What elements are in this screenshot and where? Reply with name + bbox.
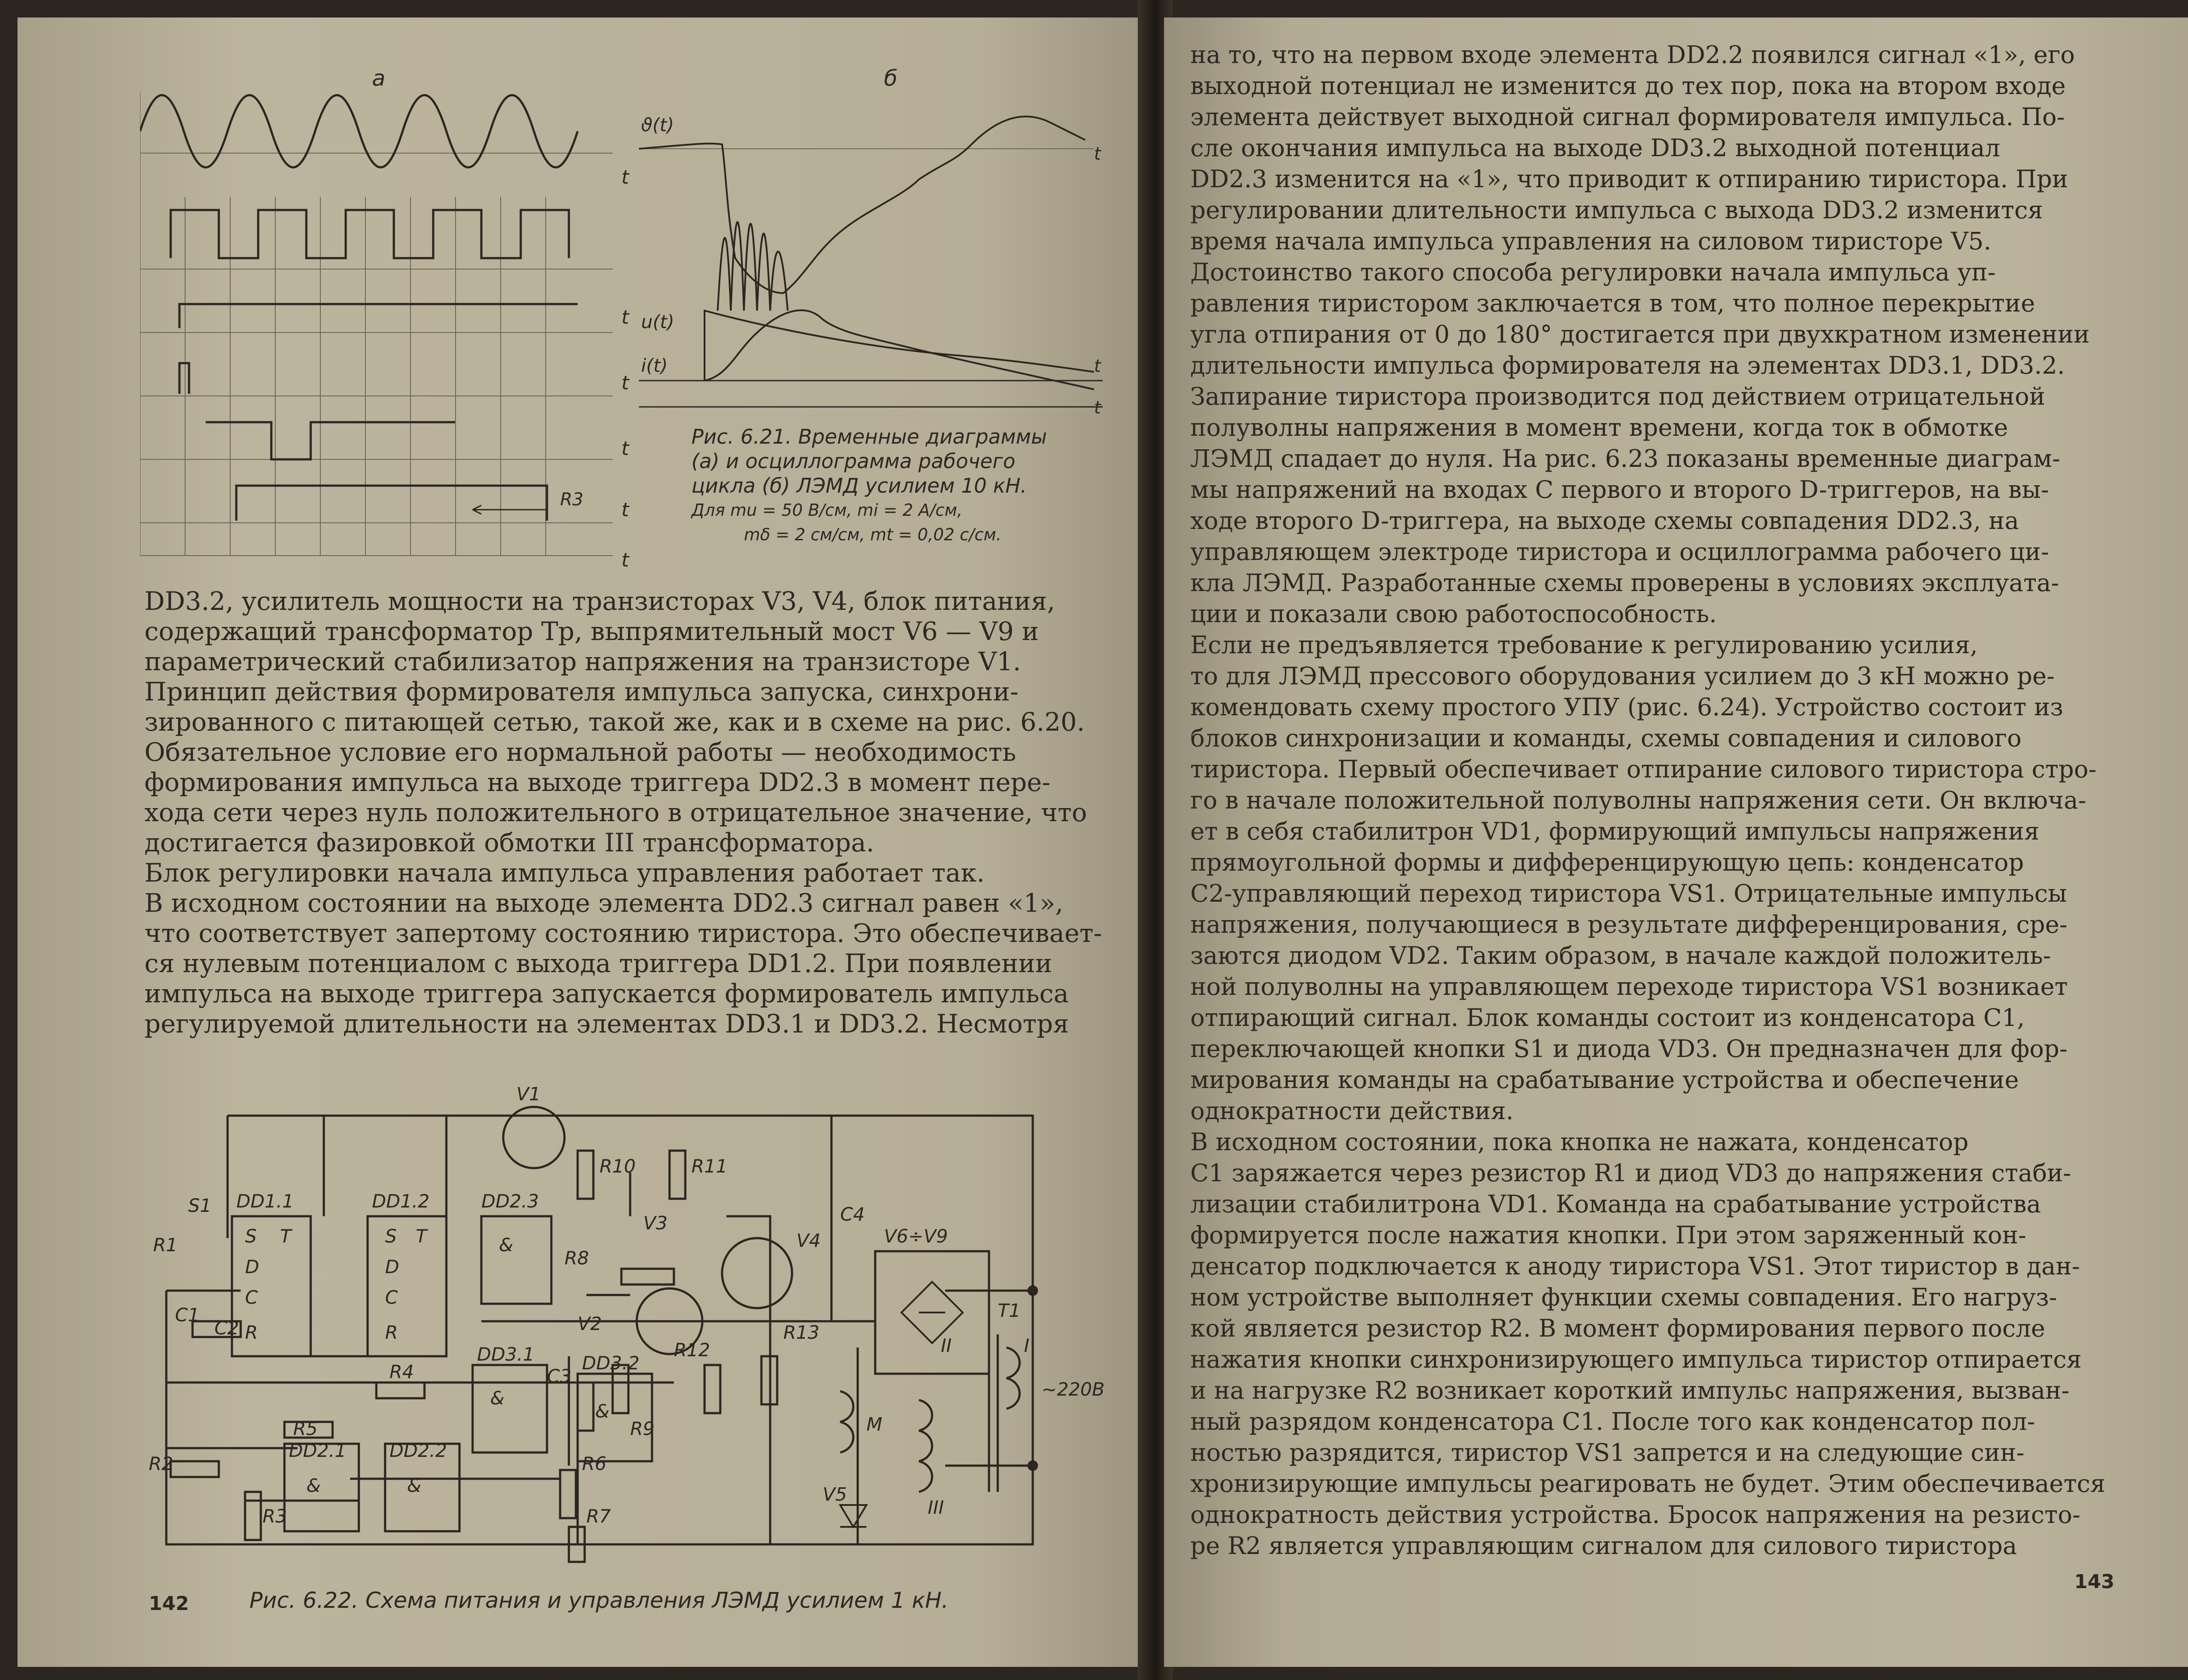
label-v1: V1 bbox=[516, 1085, 541, 1105]
text-line: Обязательное условие его нормальной работы — необходимость bbox=[144, 737, 1017, 767]
text-line: и на нагрузке R2 возникает короткий импульс напряжения, вызван- bbox=[1190, 1376, 2070, 1404]
label-r8: R8 bbox=[565, 1247, 589, 1269]
label-r4: R4 bbox=[389, 1361, 414, 1382]
pulse-waveform bbox=[179, 363, 189, 394]
label-r6: R6 bbox=[582, 1453, 607, 1474]
label-dd1-1: DD1.1 bbox=[236, 1190, 294, 1212]
label-r10: R10 bbox=[600, 1155, 636, 1177]
text-line: ном устройстве выполняет функции схемы совпадения. Его нагруз- bbox=[1190, 1283, 2057, 1311]
text-line: ся нулевым потенциалом с выхода триггера DD1.2. При появлении bbox=[144, 948, 1052, 978]
text-line: регулировании длительности импульса с выхода DD3.2 изменится bbox=[1190, 196, 2043, 224]
text-line: Принцип действия формирователя импульса запуска, синхрони- bbox=[144, 677, 1019, 707]
text-line: лизации стабилитрона VD1. Команда на срабатывание устройства bbox=[1190, 1190, 2041, 1218]
text-line: элемента действует выходной сигнал формирователя импульса. По- bbox=[1190, 103, 2065, 131]
label-d-pin-2: D bbox=[385, 1256, 400, 1278]
label-dd2-3: DD2.3 bbox=[481, 1190, 539, 1212]
circuit-schematic bbox=[140, 1085, 1125, 1579]
step-waveform bbox=[179, 304, 578, 328]
label-dd1-2: DD1.2 bbox=[372, 1190, 430, 1212]
text-line: Запирание тиристора производится под действием отрицательной bbox=[1190, 382, 2045, 410]
text-line: комендовать схему простого УПУ (рис. 6.24). Устройство состоит из bbox=[1190, 693, 2063, 721]
text-line: ЛЭМД спадает до нуля. На рис. 6.23 показаны временные диаграм- bbox=[1190, 444, 2061, 472]
axis-t-2: t bbox=[621, 306, 629, 329]
label-v2: V2 bbox=[578, 1313, 602, 1334]
label-and-4: & bbox=[306, 1475, 321, 1496]
text-line: достигается фазировкой обмотки III трансформатора. bbox=[144, 828, 874, 858]
dd1-2-block bbox=[368, 1216, 446, 1356]
transistor-v4-icon bbox=[722, 1238, 792, 1308]
right-body-text bbox=[1190, 39, 2175, 1561]
label-r3: R3 bbox=[263, 1505, 287, 1527]
text-line: выходной потенциал не изменится до тех пор, пока на втором входе bbox=[1190, 72, 2066, 100]
label-dd2-2: DD2.2 bbox=[389, 1440, 447, 1461]
text-line: денсатор подключается к аноду тиристора VS1. Этот тиристор в дан- bbox=[1190, 1252, 2080, 1280]
fig-6-22-caption: Рис. 6.22. Схема питания и управления ЛЭМД усилием 1 кН. bbox=[249, 1588, 949, 1613]
terminal-bottom bbox=[1027, 1460, 1038, 1471]
delay-label: R3 bbox=[560, 490, 584, 510]
terminal-top bbox=[1027, 1285, 1038, 1296]
text-line: кла ЛЭМД. Разработанные схемы проверены в условиях эксплуата- bbox=[1190, 569, 2059, 597]
right-page bbox=[1164, 18, 2188, 1667]
text-line: мирования команды на срабатывание устройства и обеспечение bbox=[1190, 1066, 2019, 1094]
label-t-pin-2: T bbox=[416, 1225, 427, 1247]
text-line: на то, что на первом входе элемента DD2.2 появился сигнал «1», его bbox=[1190, 41, 2075, 69]
label-r1: R1 bbox=[153, 1234, 178, 1256]
label-r12: R12 bbox=[674, 1339, 710, 1361]
label-and-3: & bbox=[595, 1400, 610, 1422]
label-t-pin: T bbox=[280, 1225, 291, 1247]
text-line: ции и показали свою работоспособность. bbox=[1190, 600, 1717, 628]
label-s1: S1 bbox=[188, 1195, 212, 1216]
text-line: что соответствует запертому состоянию тиристора. Это обеспечивает- bbox=[144, 918, 1102, 948]
label-c4: C4 bbox=[840, 1204, 865, 1225]
label-winding-iii: III bbox=[928, 1497, 944, 1518]
label-r7: R7 bbox=[586, 1505, 611, 1527]
label-r2: R2 bbox=[149, 1453, 173, 1474]
u-label: u(t) bbox=[641, 311, 674, 332]
current-oscillation bbox=[718, 222, 788, 311]
text-line: однократности действия. bbox=[1190, 1097, 1514, 1125]
text-line: ходе второго D-триггера, на выходе схемы совпадения DD2.3, на bbox=[1190, 507, 2019, 535]
panel-label-a: а bbox=[372, 66, 386, 91]
text-line: ре R2 является управляющим сигналом для силового тиристора bbox=[1190, 1532, 2017, 1560]
text-line: однократность действия устройства. Бросок напряжения на резисто- bbox=[1190, 1501, 2081, 1529]
motor-coil bbox=[840, 1334, 1020, 1492]
timing-diagrams bbox=[140, 66, 648, 569]
text-line: формирования импульса на выходе триггера DD2.3 в момент пере- bbox=[144, 767, 1051, 797]
dd2-3-block bbox=[481, 1216, 551, 1304]
text-line: ный разрядом конденсатора С1. После того как конденсатор пол- bbox=[1190, 1407, 2035, 1435]
axis-t-6: t bbox=[621, 549, 629, 569]
label-c2: C2 bbox=[214, 1317, 239, 1339]
label-v6-v9: V6÷V9 bbox=[884, 1225, 948, 1247]
caption-line: mδ = 2 см/см, mt = 0,02 с/см. bbox=[744, 525, 1002, 544]
label-v4: V4 bbox=[796, 1230, 821, 1251]
text-line: ной полуволны на управляющем переходе тиристора VS1 возникает bbox=[1190, 973, 2068, 1001]
gate-waveform bbox=[206, 422, 455, 459]
axis-t-4: t bbox=[621, 438, 629, 460]
osc-axis-t-3: t bbox=[1094, 398, 1101, 416]
dd3-1-block bbox=[473, 1365, 547, 1452]
label-r-pin-2: R bbox=[385, 1322, 398, 1343]
label-t1: T1 bbox=[998, 1300, 1021, 1321]
text-line: С2-управляющий переход тиристора VS1. Отрицательные импульсы bbox=[1190, 879, 2067, 907]
caption-line: цикла (б) ЛЭМД усилием 10 кН. bbox=[691, 474, 1027, 497]
text-line: переключающей кнопки S1 и диода VD3. Он предназначен для фор- bbox=[1190, 1035, 2068, 1063]
axis-t-3: t bbox=[621, 372, 629, 394]
left-page bbox=[18, 18, 1147, 1667]
text-line: хода сети через нуль положительного в отрицательное значение, что bbox=[144, 798, 1087, 827]
text-line: заются диодом VD2. Таким образом, в начале каждой положитель- bbox=[1190, 942, 2051, 970]
label-dd3-2: DD3.2 bbox=[582, 1352, 640, 1374]
sine-waveform bbox=[140, 95, 578, 168]
text-line: напряжения, получающиеся в результате дифференцирования, сре- bbox=[1190, 910, 2068, 938]
text-line: прямоугольной формы и дифференцирующую цепь: конденсатор bbox=[1190, 848, 2024, 876]
text-line: хронизирующие импульсы реагировать не будет. Этим обеспечивается bbox=[1190, 1470, 2106, 1498]
label-c1: C1 bbox=[175, 1304, 200, 1326]
label-mains: ~220В bbox=[1041, 1379, 1105, 1400]
text-line: отпирающий сигнал. Блок команды состоит из конденсатора С1, bbox=[1190, 1004, 2025, 1032]
oscillogram bbox=[639, 66, 1129, 416]
text-line: импульса на выходе триггера запускается формирователь импульса bbox=[144, 979, 1069, 1008]
text-line: время начала импульса управления на силовом тиристоре V5. bbox=[1190, 227, 1992, 255]
label-winding-ii: II bbox=[941, 1335, 952, 1356]
text-line: длительности импульса формирователя на элементах DD3.1, DD3.2. bbox=[1190, 351, 2065, 379]
text-line: блоков синхронизации и команды, схемы совпадения и силового bbox=[1190, 724, 2022, 752]
text-line: тиристора. Первый обеспечивает отпирание силового тиристора стро- bbox=[1190, 755, 2097, 783]
text-line: го в начале положительной полуволны напряжения сети. Он включа- bbox=[1190, 786, 2086, 814]
label-s-pin-2: S bbox=[385, 1225, 397, 1247]
axis-t-1: t bbox=[621, 166, 629, 189]
label-d-pin: D bbox=[245, 1256, 259, 1278]
text-line: С1 заряжается через резистор R1 и диод VD3 до напряжения стаби- bbox=[1190, 1159, 2071, 1187]
text-line: зированного с питающей сетью, такой же, как и в схеме на рис. 6.20. bbox=[144, 707, 1085, 737]
caption-line: Для mu = 50 В/см, mi = 2 А/см, bbox=[691, 500, 963, 520]
label-c-pin-2: C bbox=[385, 1287, 398, 1308]
label-motor: M bbox=[866, 1414, 883, 1435]
theta-trace bbox=[639, 116, 1085, 293]
text-line: ностью разрядится, тиристор VS1 запрется и на следующие син- bbox=[1190, 1438, 2025, 1466]
text-line: сле окончания импульса на выходе DD3.2 выходной потенциал bbox=[1190, 134, 2000, 162]
i-label: i(t) bbox=[641, 355, 668, 376]
thyristor-v5-icon bbox=[840, 1505, 866, 1527]
label-v5: V5 bbox=[823, 1484, 847, 1505]
panel-label-b: б bbox=[884, 66, 898, 91]
left-body-text bbox=[144, 586, 1112, 1039]
dd1-1-block bbox=[232, 1216, 311, 1356]
text-line: кой является резистор R2. В момент формирования первого после bbox=[1190, 1314, 2045, 1342]
caption-line: (а) и осциллограмма рабочего bbox=[691, 449, 1016, 473]
text-line: управляющем электроде тиристора и осциллограмма рабочего ци- bbox=[1190, 538, 2049, 566]
text-line: В исходном состоянии, пока кнопка не нажата, конденсатор bbox=[1190, 1128, 1969, 1156]
text-line: формируется после нажатия кнопки. При этом заряженный кон- bbox=[1190, 1221, 2027, 1249]
text-line: содержащий трансформатор Тр, выпрямительный мост V6 — V9 и bbox=[144, 616, 1039, 646]
label-dd3-1: DD3.1 bbox=[477, 1344, 535, 1365]
dd3-2-block bbox=[578, 1374, 652, 1461]
text-line: параметрический стабилизатор напряжения на транзисторе V1. bbox=[144, 647, 1021, 676]
label-c3: C3 bbox=[547, 1365, 572, 1387]
text-line: мы напряжений на входах С первого и второго D-триггеров, на вы- bbox=[1190, 476, 2049, 504]
label-r-pin: R bbox=[245, 1322, 258, 1343]
text-line: равления тиристором заключается в том, что полное перекрытие bbox=[1190, 289, 2035, 317]
text-line: полуволны напряжения в момент времени, когда ток в обмотке bbox=[1190, 413, 2008, 441]
text-line: ет в себя стабилитрон VD1, формирующий импульсы напряжения bbox=[1190, 817, 2040, 845]
delay-arrow bbox=[473, 505, 547, 514]
page-number-right: 143 bbox=[2074, 1571, 2114, 1593]
caption-line: Рис. 6.21. Временные диаграммы bbox=[691, 425, 1047, 448]
osc-axis-t-2: t bbox=[1094, 356, 1101, 376]
label-and-1: & bbox=[499, 1234, 513, 1256]
theta-label: ϑ(t) bbox=[641, 114, 674, 136]
label-r13: R13 bbox=[783, 1322, 820, 1343]
fig-6-21-caption bbox=[691, 424, 1138, 547]
label-r11: R11 bbox=[691, 1155, 728, 1177]
text-line: регулируемой длительности на элементах DD3.1 и DD3.2. Несмотря bbox=[144, 1009, 1069, 1039]
label-s-pin: S bbox=[245, 1225, 257, 1247]
label-r9: R9 bbox=[630, 1418, 655, 1439]
label-and-2: & bbox=[490, 1387, 505, 1409]
label-r5: R5 bbox=[293, 1418, 318, 1439]
label-v3: V3 bbox=[643, 1212, 668, 1234]
label-dd2-1: DD2.1 bbox=[289, 1440, 347, 1461]
text-line: то для ЛЭМД прессового оборудования усилием до 3 кН можно ре- bbox=[1190, 662, 2055, 690]
text-line: угла отпирания от 0 до 180° достигается при двухкратном изменении bbox=[1190, 320, 2090, 348]
text-line: Если не предъявляется требование к регулированию усилия, bbox=[1190, 631, 1978, 659]
label-c-pin: C bbox=[245, 1287, 258, 1308]
label-and-5: & bbox=[407, 1475, 421, 1496]
text-line: нажатия кнопки синхронизирующего импульса тиристор отпирается bbox=[1190, 1345, 2082, 1373]
text-line: DD2.3 изменится на «1», что приводит к отпиранию тиристора. При bbox=[1190, 165, 2068, 193]
text-line: DD3.2, усилитель мощности на транзисторах V3, V4, блок питания, bbox=[144, 586, 1055, 616]
label-winding-i: I bbox=[1024, 1335, 1030, 1356]
text-line: Блок регулировки начала импульса управления работает так. bbox=[144, 858, 985, 888]
page-number-left: 142 bbox=[149, 1592, 189, 1615]
text-line: Достоинство такого способа регулировки начала импульса уп- bbox=[1190, 258, 1996, 286]
axis-t-5: t bbox=[621, 499, 629, 521]
osc-axis-t-1: t bbox=[1094, 144, 1101, 164]
text-line: В исходном состоянии на выходе элемента DD2.3 сигнал равен «1», bbox=[144, 888, 1063, 918]
